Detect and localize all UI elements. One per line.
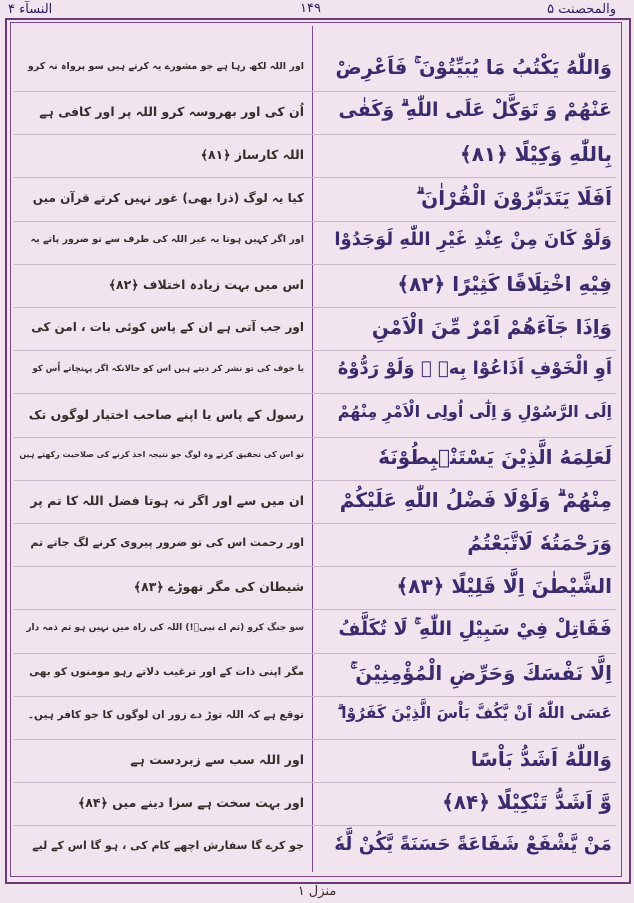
translation-line: تو اس کی تحقیق کرتے وہ لوگ جو نتیجہ اخذ کرنے کی صلاحیت رکھتے ہیں: [19, 449, 304, 459]
translation-line: اور اگر کہیں ہوتا یہ غیر اللہ کی طرف سے تو ضرور پاتے یہ: [30, 233, 304, 245]
translation-line: اور اللہ لکھ رہا ہے جو مشورے یہ کرتے ہیں سو پرواہ نہ کرو: [27, 61, 304, 72]
row-separator: [14, 480, 616, 481]
row-separator: [14, 177, 616, 178]
manzil-label: منزل ۱: [297, 884, 337, 899]
arabic-verse-line: اِلَّا نَفْسَكَ وَحَرِّضِ الْمُؤْمِنِيْنَ ۚ: [350, 660, 612, 685]
translation-line: اس میں بہت زیادہ اختلاف ﴿۸۲﴾: [108, 277, 304, 292]
translation-line: اللہ کارساز ﴿۸۱﴾: [200, 147, 304, 163]
arabic-verse-line: وَاللّٰهُ يَكْتُبُ مَا يُبَيِّتُوْنَ ۚ فَاَعْرِضْ: [335, 56, 612, 79]
arabic-verse-line: لَعَلِمَهُ الَّذِيْنَ يَسْتَنْۢبِطُوْنَهٗ: [378, 444, 612, 469]
translation-line: اور اللہ سب سے زبردست ہے: [130, 752, 304, 768]
row-separator: [14, 221, 616, 222]
row-separator: [14, 609, 616, 610]
row-separator: [14, 566, 616, 567]
translation-line: کیا یہ لوگ (ذرا بھی) غور نہیں کرتے قرآن میں: [32, 190, 304, 205]
arabic-verse-line: وَّ اَشَدُّ تَنْكِيْلًا ﴿۸۴﴾: [442, 790, 612, 815]
row-separator: [14, 825, 616, 826]
page-number: ۱۴۹: [300, 1, 321, 16]
translation-line: اور بہت سخت ہے سزا دینے میں ﴿۸۴﴾: [77, 795, 304, 811]
arabic-verse-line: فَقَاتِلْ فِيْ سَبِيْلِ اللّٰهِ ۚ لَا تُكَلَّفُ: [338, 617, 612, 640]
translation-line: سو جنگ کرو (تم اے نبیؐ!) اللہ کی راہ میں نہیں ہو تم ذمہ دار: [26, 622, 304, 633]
arabic-verse-line: اَوِ الْخَوْفِ اَذَاعُوْا بِهٖ ۗ وَلَوْ رَدُّوْهُ: [337, 358, 612, 380]
translation-line: جو کرے گا سفارش اچھے کام کی ، ہو گا اس کے لیے: [32, 838, 304, 852]
row-separator: [14, 782, 616, 783]
row-separator: [14, 523, 616, 524]
arabic-verse-line: الشَّيْطٰنَ اِلَّا قَلِيْلًا ﴿۸۳﴾: [396, 574, 612, 599]
arabic-verse-line: عَسَى اللّٰهُ اَنْ يَّكُفَّ بَاْسَ الَّذِيْنَ كَفَرُوْا ۗ: [337, 704, 612, 722]
arabic-verse-line: اَفَلَا يَتَدَبَّرُوْنَ الْقُرْاٰنَ ۗ: [416, 185, 612, 210]
arabic-verse-line: مَنْ يَّشْفَعْ شَفَاعَةً حَسَنَةً يَّكُنْ لَّهٗ: [334, 833, 612, 855]
row-separator: [14, 134, 616, 135]
column-divider: [312, 26, 313, 872]
translation-line: شیطان کی مگر تھوڑے ﴿۸۳﴾: [133, 579, 304, 595]
arabic-verse-line: وَلَوْ كَانَ مِنْ عِنْدِ غَيْرِ اللّٰهِ لَوَجَدُوْا: [334, 228, 612, 250]
surah-name: النسآء ۴: [8, 2, 53, 17]
arabic-verse-line: اِلَى الرَّسُوْلِ وَ اِلٰٓى اُولِى الْاَمْرِ مِنْهُمْ: [337, 401, 612, 421]
arabic-verse-line: وَاِذَا جَآءَهُمْ اَمْرٌ مِّنَ الْاَمْنِ: [371, 315, 612, 340]
page-header: [0, 0, 634, 20]
row-separator: [14, 393, 616, 394]
arabic-verse-line: فِيْهِ اخْتِلَافًا كَثِيْرًا ﴿۸۲﴾: [397, 272, 612, 296]
juz-name: والمحصنت ۵: [547, 2, 616, 17]
row-separator: [14, 307, 616, 308]
row-separator: [14, 653, 616, 654]
row-separator: [14, 739, 616, 740]
translation-line: اور رحمت اس کی تو ضرور پیروی کرنے لگ جاتے تم: [30, 536, 304, 550]
arabic-verse-line: عَنْهُمْ وَ تَوَكَّلْ عَلَى اللّٰهِ ۗ وَكَفٰى: [338, 99, 612, 122]
translation-line: اور جب آتی ہے ان کے پاس کوئی بات ، امن کی: [31, 320, 304, 335]
row-separator: [14, 91, 616, 92]
row-separator: [14, 264, 616, 265]
row-separator: [14, 696, 616, 697]
row-separator: [14, 437, 616, 438]
arabic-verse-line: بِاللّٰهِ وَكِيْلًا ﴿۸۱﴾: [459, 142, 612, 167]
translation-line: توقع ہے کہ اللہ توڑ دے زور ان لوگوں کا جو کافر ہیں۔: [27, 709, 304, 721]
arabic-verse-line: وَرَحْمَتُهٗ لَاتَّبَعْتُمُ: [467, 531, 612, 556]
translation-line: رسول کے پاس یا اپنے صاحب اختیار لوگوں تک: [28, 406, 304, 422]
translation-line: یا خوف کی تو نشر کر دیتے ہیں اس کو حالانکہ اگر پہنچاتے اُس کو: [32, 364, 304, 375]
row-separator: [14, 350, 616, 351]
arabic-verse-line: مِنْهُمْ ۗ وَلَوْلَا فَضْلُ اللّٰهِ عَلَيْكُمْ: [339, 488, 612, 512]
translation-line: اُن کی اور بھروسہ کرو اللہ پر اور کافی ہے: [39, 104, 304, 120]
arabic-verse-line: وَاللّٰهُ اَشَدُّ بَاْسًا: [470, 747, 612, 772]
translation-line: ان میں سے اور اگر نہ ہوتا فضل اللہ کا تم پر: [30, 493, 304, 508]
translation-line: مگر اپنی ذات کے اور ترغیب دلاتے رہو مومنوں کو بھی: [29, 665, 304, 678]
